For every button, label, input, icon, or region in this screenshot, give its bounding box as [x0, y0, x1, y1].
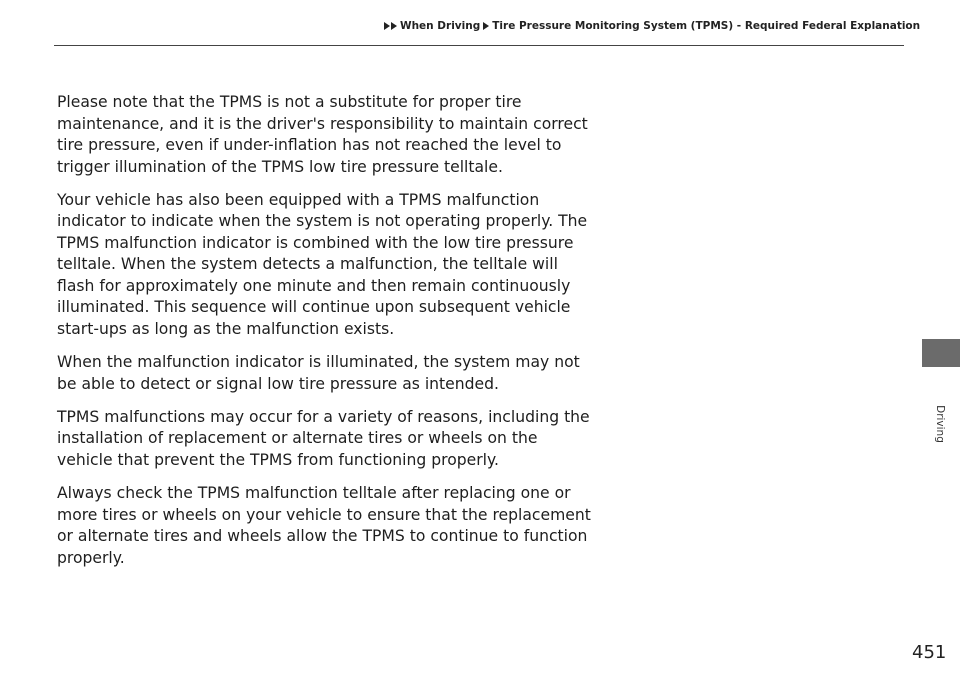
paragraph: When the malfunction indicator is illuminated, the system may not be able to detect or signal low tire pressure as intended. [57, 353, 580, 393]
paragraph: Always check the TPMS malfunction telltale after replacing one or more tires or wheels on your vehicle to ensure that the replacement or alternate tires and wheels allow the TPMS to continue to function properly. [57, 484, 591, 567]
paragraph: TPMS malfunctions may occur for a variety of reasons, including the installation of replacement or alternate tires or wheels on the vehicle that prevent the TPMS from functioning properly. [57, 407, 590, 469]
paragraph: Your vehicle has also been equipped with a TPMS malfunction indicator to indicate when the system is not operating properly. The TPMS malfunction indicator is combined with the low tire pressure telltale. When the system detects a malfunction, the telltale will flash for approximately one minute and then remain continuously illuminated. This sequence will continue upon subsequent vehicle start-ups as long as the malfunction exists. [57, 190, 588, 338]
section-tab-label [920, 394, 960, 454]
paragraph: Please note that the TPMS is not a substitute for proper tire maintenance, and it is the driver's responsibility to maintain correct tire pressure, even if under-inflation has not reached the level to trigger illumination of the TPMS low tire pressure telltale. [57, 93, 588, 176]
section-tab-marker[interactable] [922, 339, 960, 367]
breadcrumb-item-when-driving[interactable]: When Driving [400, 20, 481, 32]
page-number: 451 [912, 642, 947, 663]
breadcrumb-item-tpms[interactable]: Tire Pressure Monitoring System (TPMS) - Required Federal Explanation [492, 20, 921, 32]
breadcrumb-arrow-icon [483, 22, 489, 30]
section-tab-text: Driving [934, 405, 946, 443]
breadcrumb [384, 20, 921, 32]
page-content [57, 92, 597, 581]
header-divider [54, 45, 904, 46]
breadcrumb-arrow-icon [391, 22, 397, 30]
breadcrumb-arrow-icon [384, 22, 390, 30]
